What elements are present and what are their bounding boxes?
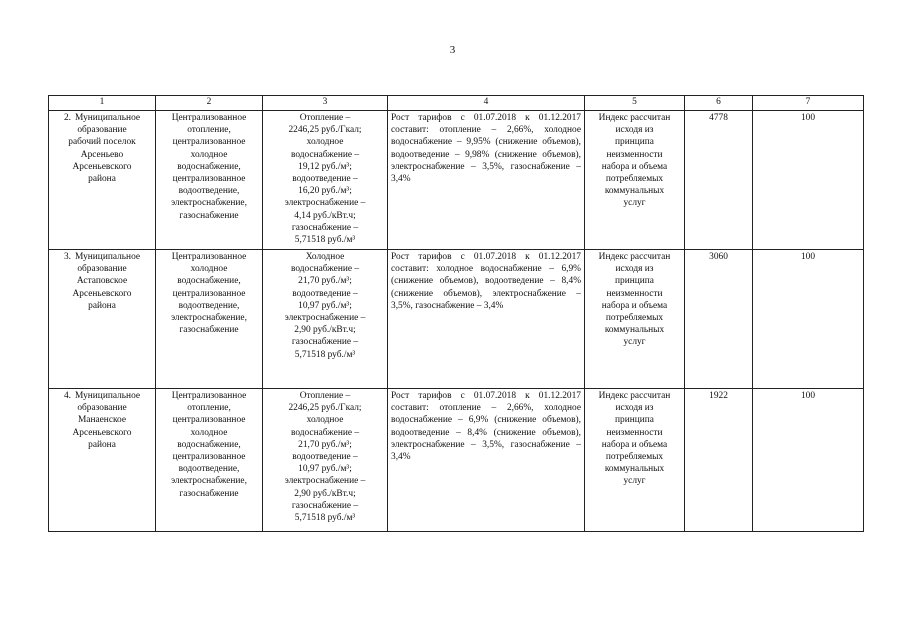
row-number: 2.: [63, 113, 71, 123]
index-note-cell: [585, 111, 685, 250]
services-cell-line: централизованное: [172, 174, 246, 185]
services-cell-line: централизованное: [172, 288, 246, 299]
municipality-line: Арсеньевского: [72, 427, 132, 438]
services-cell-line: отопление,: [187, 125, 231, 136]
tariffs-cell-line: водоснабжение –: [290, 149, 360, 160]
table-row: [49, 250, 864, 389]
tariffs-cell-line: 2,90 руб./кВт.ч;: [294, 325, 356, 336]
tariffs-cell-line: водоотведение –: [292, 174, 358, 185]
municipality-line: Манаенское: [77, 415, 127, 426]
index-note-cell: [585, 250, 685, 389]
growth-cell: Рост тарифов с 01.07.2018 к 01.12.2017 составит: отопление – 2,66%, холодное водоснабжение – 6,9% (снижение объемов), водоотведение – 8,4% (снижение объемов), электроснабжение – 3,5%, газоснабжение – 3,4%: [388, 389, 585, 532]
services-cell-line: водоснабжение,: [177, 276, 241, 287]
index-note-cell-line: коммунальных: [604, 464, 665, 475]
tariffs-cell-line: Отопление –: [299, 391, 351, 401]
index-note-cell-line: Индекс рассчитан: [598, 391, 671, 401]
tariffs-cell-line: электроснабжение –: [284, 313, 366, 324]
services-cell-line: холодное: [190, 427, 228, 438]
tariffs-cell: [263, 250, 388, 389]
services-cell: [156, 111, 263, 250]
tariffs-cell-line: Холодное: [305, 252, 345, 262]
municipality-line: Арсеньевского: [72, 161, 132, 172]
tariffs-cell-line: водоотведение –: [292, 452, 358, 463]
services-cell-line: Централизованное: [171, 113, 247, 123]
services-cell-line: водоснабжение,: [177, 439, 241, 450]
row-number: 3.: [63, 252, 71, 262]
index-note-cell-line: неизменности: [606, 288, 663, 299]
tariffs-cell-line: 16,20 руб./м³;: [298, 186, 352, 197]
tariffs-cell-line: 2246,25 руб./Гкал;: [288, 403, 362, 414]
services-cell-line: газоснабжение: [179, 325, 239, 336]
tariffs-cell-line: 2246,25 руб./Гкал;: [288, 125, 362, 136]
municipality-line: Астаповское: [76, 276, 128, 287]
tariffs-cell-line: 5,71518 руб./м³: [294, 349, 356, 360]
tariffs-cell: [263, 389, 388, 532]
municipality-line: Муниципальное: [74, 252, 141, 262]
municipality-line: образование: [77, 264, 127, 275]
index-note-cell-line: Индекс рассчитан: [598, 252, 671, 262]
index-note-cell-line: коммунальных: [604, 325, 665, 336]
index-note-cell-line: принципа: [615, 137, 654, 148]
index-note-cell: [585, 389, 685, 532]
municipality-line: Муниципальное: [74, 113, 141, 123]
column-header-3: 3: [263, 96, 388, 111]
services-cell-line: электроснабжение,: [171, 476, 247, 487]
index-note-cell-line: набора и объема: [601, 161, 668, 172]
services-cell-line: Централизованное: [171, 252, 247, 262]
column-header-2: 2: [156, 96, 263, 111]
tariffs-cell-line: водоснабжение –: [290, 264, 360, 275]
page-number: 3: [449, 44, 456, 56]
services-cell-line: водоснабжение,: [177, 161, 241, 172]
tariffs-cell-line: газоснабжение –: [291, 222, 359, 233]
column-header-5: 5: [585, 96, 685, 111]
tariffs-cell-line: 5,71518 руб./м³: [294, 513, 356, 524]
services-cell-line: водоотведение,: [178, 186, 240, 197]
services-cell-line: газоснабжение: [179, 210, 239, 221]
services-cell: [156, 250, 263, 389]
index-note-cell-line: услуг: [623, 198, 646, 209]
index-note-cell-line: набора и объема: [601, 439, 668, 450]
index-note-cell-line: неизменности: [606, 149, 663, 160]
tariffs-cell-line: газоснабжение –: [291, 337, 359, 348]
services-cell-line: водоотведение,: [178, 464, 240, 475]
index-note-cell-line: принципа: [615, 276, 654, 287]
services-cell: [156, 389, 263, 532]
services-cell-line: централизованное: [172, 415, 246, 426]
tariffs-cell-line: Отопление –: [299, 113, 351, 123]
municipality-line: района: [88, 174, 116, 185]
tariffs-cell-line: 10,97 руб./м³;: [298, 464, 352, 475]
municipality-cell: [49, 250, 156, 389]
tariffs-cell-line: 10,97 руб./м³;: [298, 300, 352, 311]
growth-cell: Рост тарифов с 01.07.2018 к 01.12.2017 составит: отопление – 2,66%, холодное водоснабжение – 9,95% (снижение объемов), водоотведение – 9,98% (снижение объемов), электроснабжение – 3,5%, газоснабжение – 3,4%: [388, 111, 585, 250]
municipality-line: Арсеньевского: [72, 288, 132, 299]
percent-cell: 100: [753, 111, 864, 250]
index-note-cell-line: потребляемых: [605, 313, 664, 324]
tariffs-cell-line: электроснабжение –: [284, 476, 366, 487]
tariffs-cell-line: 2,90 руб./кВт.ч;: [294, 488, 356, 499]
municipality-line: района: [88, 300, 116, 311]
tariffs-cell-line: 19,12 руб./м³;: [298, 161, 352, 172]
percent-cell: 100: [753, 389, 864, 532]
row-number: 4.: [63, 391, 71, 401]
count-cell: 1922: [685, 389, 753, 532]
index-note-cell-line: услуг: [623, 476, 646, 487]
tariffs-cell: [263, 111, 388, 250]
municipality-line: Муниципальное: [74, 391, 141, 401]
table-row: [49, 111, 864, 250]
municipality-cell: [49, 111, 156, 250]
services-cell-line: Централизованное: [171, 391, 247, 401]
services-cell-line: отопление,: [187, 403, 231, 414]
tariffs-cell-line: холодное: [306, 137, 344, 148]
tariff-table: [48, 95, 864, 532]
tariffs-cell-line: 21,70 руб./м³;: [298, 439, 352, 450]
tariffs-cell-line: электроснабжение –: [284, 198, 366, 209]
tariffs-cell-line: водоснабжение –: [290, 427, 360, 438]
column-header-6: 6: [685, 96, 753, 111]
tariffs-cell-line: 5,71518 руб./м³: [294, 235, 356, 246]
services-cell-line: электроснабжение,: [171, 198, 247, 209]
services-cell-line: газоснабжение: [179, 488, 239, 499]
index-note-cell-line: потребляемых: [605, 174, 664, 185]
column-header-7: 7: [753, 96, 864, 111]
index-note-cell-line: исходя из: [615, 403, 654, 414]
table-header-row: [49, 96, 864, 111]
count-cell: 3060: [685, 250, 753, 389]
tariffs-cell-line: газоснабжение –: [291, 500, 359, 511]
services-cell-line: холодное: [190, 264, 228, 275]
index-note-cell-line: коммунальных: [604, 186, 665, 197]
index-note-cell-line: набора и объема: [601, 300, 668, 311]
index-note-cell-line: исходя из: [615, 264, 654, 275]
services-cell-line: электроснабжение,: [171, 313, 247, 324]
tariffs-cell-line: холодное: [306, 415, 344, 426]
table-row: [49, 389, 864, 532]
services-cell-line: централизованное: [172, 452, 246, 463]
tariffs-cell-line: 21,70 руб./м³;: [298, 276, 352, 287]
tariffs-cell-line: водоотведение –: [292, 288, 358, 299]
column-header-4: 4: [388, 96, 585, 111]
count-cell: 4778: [685, 111, 753, 250]
services-cell-line: централизованное: [172, 137, 246, 148]
municipality-cell: [49, 389, 156, 532]
index-note-cell-line: принципа: [615, 415, 654, 426]
services-cell-line: холодное: [190, 149, 228, 160]
services-cell-line: водоотведение,: [178, 300, 240, 311]
column-header-1: 1: [49, 96, 156, 111]
municipality-line: рабочий поселок: [68, 137, 136, 148]
municipality-line: района: [88, 439, 116, 450]
index-note-cell-line: неизменности: [606, 427, 663, 438]
percent-cell: 100: [753, 250, 864, 389]
municipality-line: образование: [77, 403, 127, 414]
growth-cell: Рост тарифов с 01.07.2018 к 01.12.2017 составит: холодное водоснабжение – 6,9% (снижение объемов), водоотведение – 8,4% (снижение объемов), электроснабжение – 3,5%, газоснабжение – 3,4%: [388, 250, 585, 389]
index-note-cell-line: исходя из: [615, 125, 654, 136]
municipality-line: Арсеньево: [80, 149, 124, 160]
index-note-cell-line: потребляемых: [605, 452, 664, 463]
tariffs-cell-line: 4,14 руб./кВт.ч;: [294, 210, 356, 221]
municipality-line: образование: [77, 125, 127, 136]
index-note-cell-line: Индекс рассчитан: [598, 113, 671, 123]
index-note-cell-line: услуг: [623, 337, 646, 348]
